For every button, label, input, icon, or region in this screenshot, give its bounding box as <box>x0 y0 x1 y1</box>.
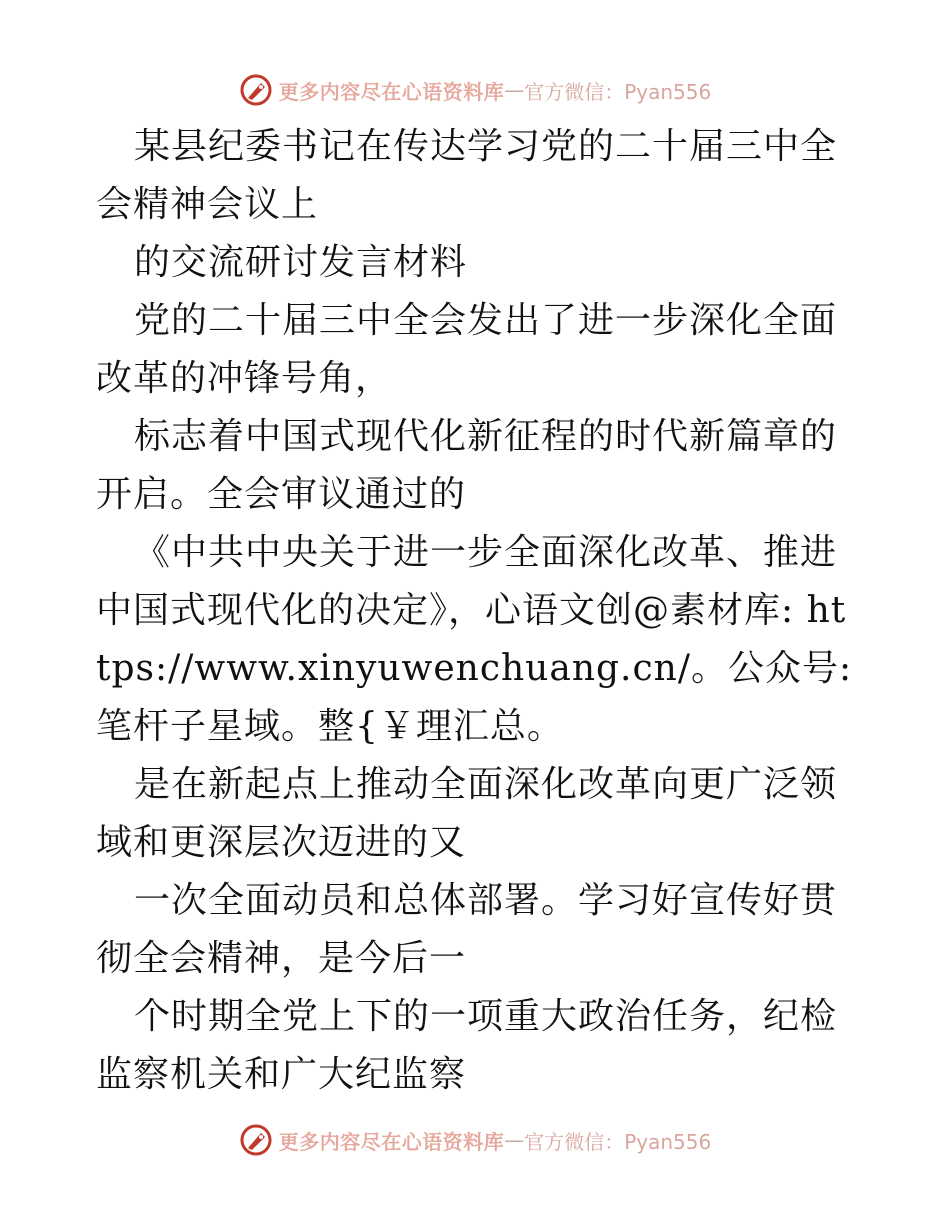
pen-nib-circle-icon <box>239 1123 273 1157</box>
pen-nib-circle-icon <box>239 73 273 107</box>
watermark-separator: — <box>504 1128 525 1152</box>
document-body <box>96 118 856 1104</box>
paragraph: 标志着中国式现代化新征程的时代新篇章的开启。全会审议通过的 <box>96 416 838 515</box>
watermark-contact-text: 官方微信：Pyan556 <box>524 79 712 104</box>
watermark-brand-text: 更多内容尽在心语资料库 <box>278 1129 505 1154</box>
watermark-separator: — <box>504 78 525 102</box>
paragraph-subtitle: 的交流研讨发言材料 <box>134 242 468 283</box>
paragraph-title: 某县纪委书记在传达学习党的二十届三中全会精神会议上 <box>96 126 838 225</box>
watermark-brand-text: 更多内容尽在心语资料库 <box>278 79 505 104</box>
paragraph: 个时期全党上下的一项重大政治任务，纪检监察机关和广大纪监察 <box>96 996 838 1095</box>
paragraph: 是在新起点上推动全面深化改革向更广泛领域和更深层次迈进的又 <box>96 764 838 863</box>
paragraph: 党的二十届三中全会发出了进一步深化全面改革的冲锋号角， <box>96 300 838 399</box>
paragraph: 《中共中央关于进一步全面深化改革、推进中国式现代化的决定》，心语文创@素材库: https://www.xinyuwenchuang.cn/。公众号: 笔杆子星域。整{￥理汇总。 <box>96 532 853 747</box>
watermark-contact-text: 官方微信：Pyan556 <box>524 1129 712 1154</box>
footer-watermark <box>0 1120 950 1160</box>
paragraph: 一次全面动员和总体部署。学习好宣传好贯彻全会精神，是今后一 <box>96 880 838 979</box>
header-watermark <box>0 70 950 110</box>
